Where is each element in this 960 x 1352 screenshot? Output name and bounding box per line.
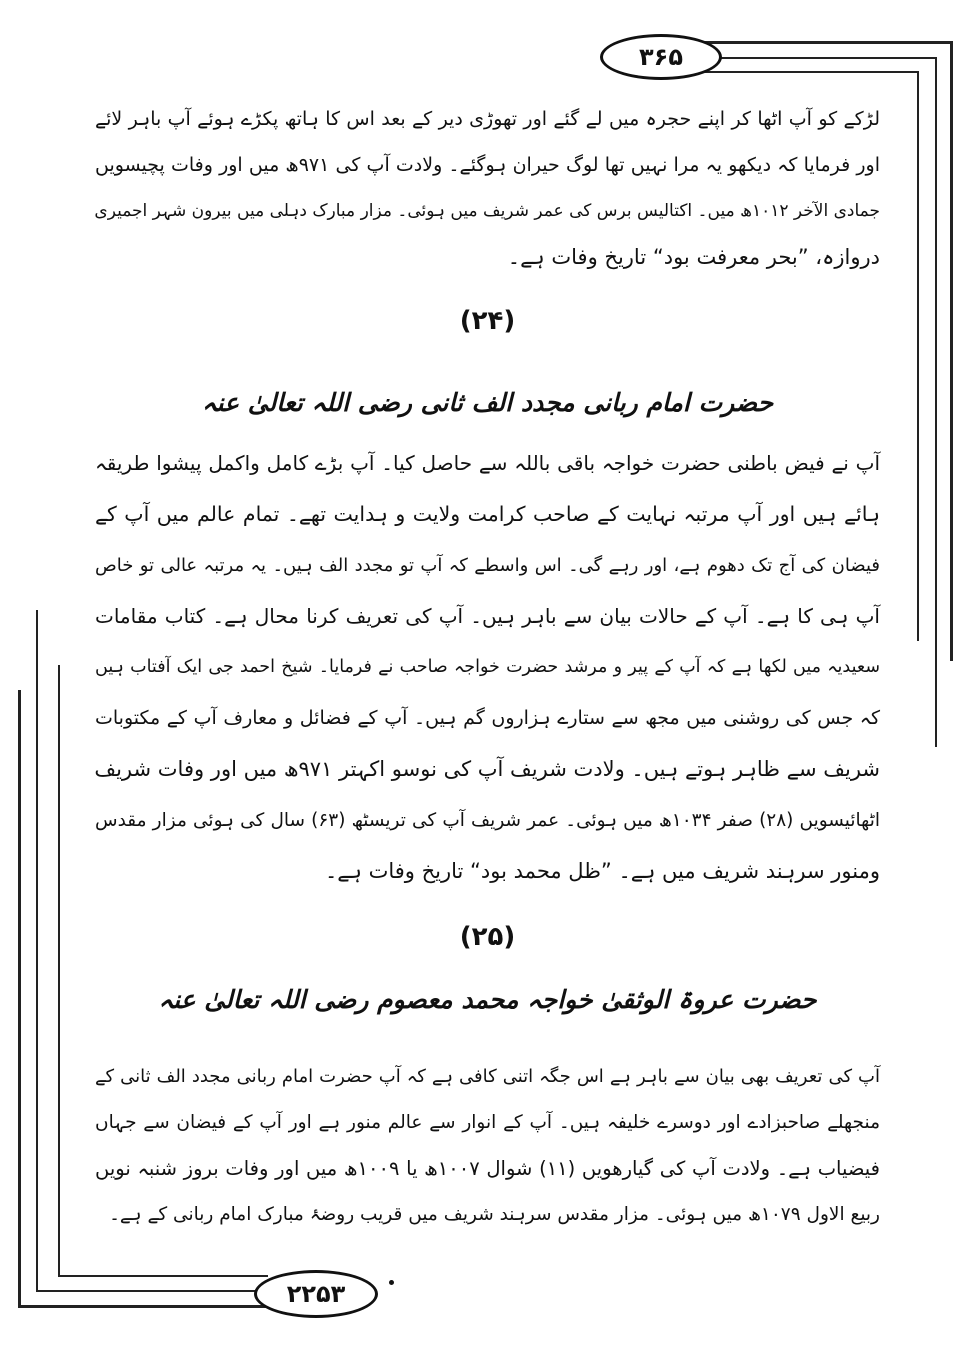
text-line: آپ نے فیض باطنی حضرت خواجہ باقی باللہ سے حاصل کیا۔ آپ بڑے کامل واکمل پیشوا طریقہ	[95, 451, 880, 475]
frame-line-right-inner	[917, 71, 919, 641]
text-line: فیضان کی آج تک دھوم ہے، اور رہے گی۔ اس واسطے کہ آپ تو مجدد الف ہیں۔ یہ مرتبہ عالی تو خاص	[95, 555, 880, 576]
text-line: اور فرمایا کہ دیکھو یہ مرا نہیں تھا لوگ حیران ہوگئے۔ ولادت آپ کی ۹۷۱ھ میں اور وفات پچیسویں	[95, 154, 880, 176]
text-line: آپ ہی کا ہے۔ آپ کے حالات بیان سے باہر ہیں۔ آپ کی تعریف کرنا محال ہے۔ کتاب مقامات	[95, 604, 880, 628]
text-line: ربیع الاول ۱۰۷۹ھ میں ہوئی۔ مزار مقدس سرہند شریف میں قریب روضۂ مبارک امام ربانی کے ہے۔	[109, 1204, 880, 1225]
paragraph-section-24	[95, 438, 880, 897]
text-line: سعیدیہ میں لکھا ہے کہ آپ کے پیر و مرشد حضرت خواجہ صاحب نے فرمایا۔ شیخ احمد جی ایک آفتاب ہیں	[95, 657, 880, 677]
frame-line-right-middle	[935, 57, 937, 747]
text-line: ومنور سرہند شریف میں ہے۔ ”ظل محمد بود“ تاریخ وفات ہے۔	[324, 859, 880, 883]
paragraph-section-25	[95, 1054, 880, 1238]
text-line: آپ کی تعریف بھی بیان سے باہر ہے اس جگہ اتنی کافی ہے کہ آپ حضرت امام ربانی مجدد الف ثانی کے	[95, 1066, 880, 1087]
text-line: ہائے ہیں اور آپ مرتبہ نہایت کے صاحب کرامت ولایت و ہدایت تھے۔ تمام عالم میں آپ کے	[95, 502, 880, 526]
text-line: شریف سے ظاہر ہوتے ہیں۔ ولادت شریف آپ کی نوسو اکہتر ۹۷۱ھ میں اور وفات شریف	[94, 757, 880, 781]
frame-line-top-inner	[700, 71, 919, 73]
frame-line-bottom-outer	[18, 1305, 278, 1308]
section-heading-24: حضرت امام ربانی مجدد الف ثانی رضی اللہ تعالیٰ عنہ	[201, 388, 774, 417]
bullet-dot	[389, 1280, 394, 1285]
text-line: جمادی الآخر ۱۰۱۲ھ میں۔ اکتالیس برس کی عمر شریف میں ہوئی۔ مزار مبارک دہلی میں بیرون شہر اجمیری	[94, 201, 880, 221]
paragraph-1	[95, 96, 880, 280]
frame-line-bottom-middle	[36, 1290, 266, 1292]
frame-line-top-middle	[715, 57, 937, 59]
text-line: منجھلے صاحبزادے اور دوسرے خلیفہ ہیں۔ آپ کے انوار سے عالم منور ہے اور آپ کے فیضان سے جہاں	[95, 1112, 880, 1133]
text-line: لڑکے کو آپ اٹھا کر اپنے حجرہ میں لے گئے اور تھوڑی دیر کے بعد اس کا ہاتھ پکڑے ہوئے آپ باہر لائے	[95, 108, 880, 130]
frame-line-bottom-inner	[58, 1275, 268, 1277]
text-line: کہ جس کی روشنی میں مجھ سے ستارے ہزاروں گم ہیں۔ آپ کے فضائل و معارف آپ کے مکتوبات	[95, 707, 880, 729]
section-number-24: (۲۴)	[459, 306, 516, 336]
bottom-page-number: ۲۲۵۳	[254, 1270, 378, 1318]
frame-line-left-middle	[36, 610, 38, 1292]
section-number-25: (۲۵)	[459, 922, 516, 952]
top-page-number: ۳۶۵	[600, 34, 722, 80]
text-line: فیضیاب ہے۔ ولادت آپ کی گیارھویں (۱۱) شوال ۱۰۰۷ھ یا ۱۰۰۹ھ میں اور وفات بروز شنبہ نویں	[95, 1157, 880, 1180]
frame-line-top-outer	[700, 41, 953, 44]
text-line: دروازہ، ”بحر معرفت بود“ تاریخ وفات ہے۔	[507, 245, 880, 269]
frame-line-left-inner	[58, 665, 60, 1277]
frame-line-left-outer	[18, 690, 21, 1307]
section-heading-25: حضرت عروۃ الوثقیٰ خواجہ محمد معصوم رضی اللہ تعالیٰ عنہ	[158, 985, 817, 1014]
text-line: اٹھائیسویں (۲۸) صفر ۱۰۳۴ھ میں ہوئی۔ عمر شریف آپ کی تریسٹھ (۶۳) سال کی ہوئی مزار مقدس	[95, 810, 880, 831]
frame-line-right-outer	[950, 41, 953, 661]
